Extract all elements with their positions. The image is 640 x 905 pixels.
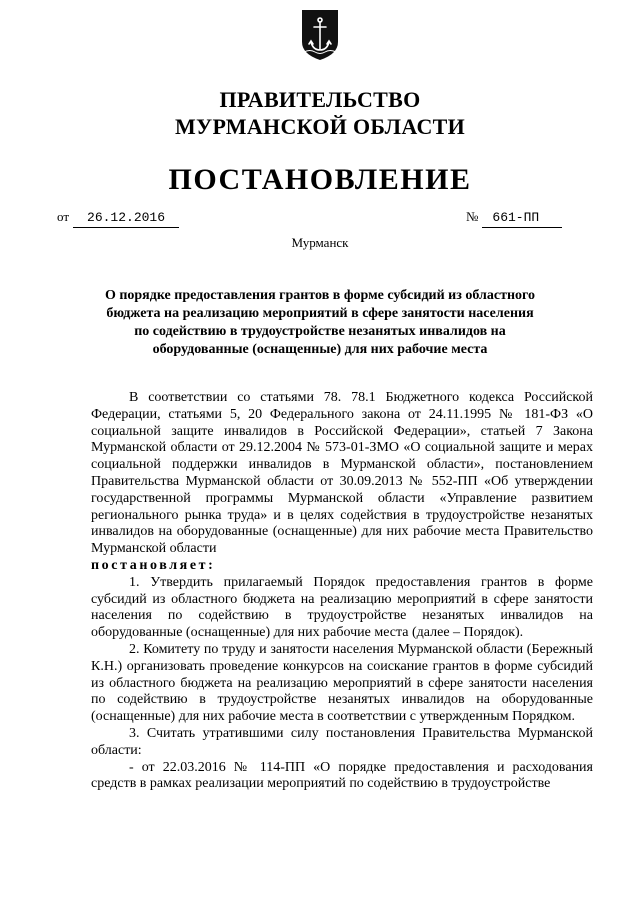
item-3-subitem-1: - от 22.03.2016 № 114-ПП «О порядке предоставления и расходования средств в рамках реализации мероприятий по содействию в трудоустройстве <box>91 759 593 792</box>
item-2-paragraph: 2. Комитету по труду и занятости населения Мурманской области (Бережный К.Н.) организовать проведение конкурсов на соискание грантов в форме субсидий из областного бюджета на реализацию мероприятий в сфере занятости населения по содействию в трудоустройстве незанятых инвалидов на оборудованные (оснащенные) для них рабочие места в соответствии с утвержденным Порядком. <box>91 641 593 725</box>
decree-title: ПОСТАНОВЛЕНИЕ <box>168 163 472 196</box>
decree-date: 26.12.2016 <box>73 209 179 228</box>
city-name: Мурманск <box>291 235 349 250</box>
item-3-paragraph: 3. Считать утратившими силу постановления Правительства Мурманской области: <box>91 725 593 758</box>
decree-number-line <box>466 208 562 228</box>
date-prefix: от <box>57 209 70 224</box>
government-name-line1: ПРАВИТЕЛЬСТВО <box>219 87 421 112</box>
preamble-paragraph: В соответствии со статьями 78. 78.1 Бюджетного кодекса Российской Федерации, статьями 5, 20 Федерального закона от 24.11.1995 № 181-ФЗ «О социальной защите инвалидов в Российской Федерации», статьей 7 Закона Мурманской области от 29.12.2004 № 573-01-ЗМО «О социальной защите и мерах социальной поддержки инвалидов в Мурманской области», постановлением Правительства Мурманской области от 30.09.2013 № 552-ПП «Об утверждении государственной программы Мурманской области «Управление развитием регионального рынка труда» и в целях содействия в трудоустройстве незанятых инвалидов на оборудованные (оснащенные) для них рабочие места Правительство Мурманской области <box>91 390 593 557</box>
resolves-word: постановляет: <box>91 557 216 573</box>
government-name-line2: МУРМАНСКОЙ ОБЛАСТИ <box>174 114 466 139</box>
decree-subject: О порядке предоставления грантов в форме субсидий из областного бюджета на реализацию мероприятий в сфере занятости населения по содействию в трудоустройстве незанятых инвалидов на оборудованные (оснащенные) для них рабочие места <box>104 288 536 357</box>
decree-date-line <box>57 208 179 228</box>
decree-body <box>91 390 593 793</box>
number-prefix: № <box>466 209 479 224</box>
decree-number: 661-ПП <box>482 209 562 228</box>
murmansk-coat-of-arms-icon <box>300 8 340 62</box>
item-1-paragraph: 1. Утвердить прилагаемый Порядок предоставления грантов в форме субсидий из областного бюджета на реализацию мероприятий в сфере занятости населения по содействию в трудоустройстве незанятых инвалидов на оборудованные (оснащенные) для них рабочие места (далее – Порядок). <box>91 574 593 641</box>
